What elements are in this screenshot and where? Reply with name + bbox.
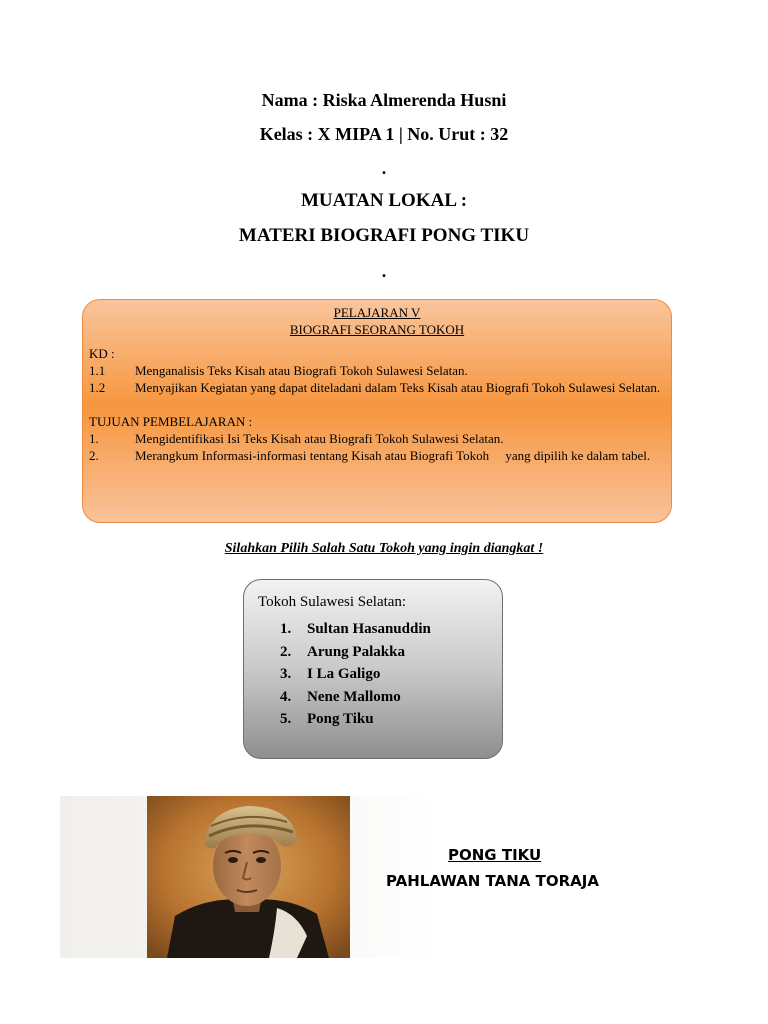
goal-item-number: 1. xyxy=(89,431,99,446)
list-item-number: 5. xyxy=(280,711,292,727)
goal-item xyxy=(89,430,665,447)
kd-item-number: 1.1 xyxy=(89,363,106,378)
kd-item-text: Menyajikan Kegiatan yang dapat diteladani dalam Teks Kisah atau Biografi Tokoh Sulawesi Selatan. xyxy=(135,380,661,395)
goal-item-text: Mengidentifikasi Isi Teks Kisah atau Biografi Tokoh Sulawesi Selatan. xyxy=(135,431,504,446)
figures-list-title: Tokoh Sulawesi Selatan: xyxy=(258,594,407,610)
list-item xyxy=(258,618,488,641)
list-item xyxy=(258,641,488,664)
portrait-image xyxy=(147,796,350,958)
goal-label: TUJUAN PEMBELAJARAN : xyxy=(89,414,253,429)
figures-list-box xyxy=(243,579,503,759)
kd-label: KD : xyxy=(89,346,115,361)
list-item-name: Sultan Hasanuddin xyxy=(307,621,431,637)
kd-item-number: 1.2 xyxy=(89,380,106,395)
list-item-name: Nene Mallomo xyxy=(307,688,401,705)
list-item-number: 4. xyxy=(280,688,292,705)
separator-dot: . xyxy=(381,261,387,281)
material-title: MATERI BIOGRAFI PONG TIKU xyxy=(238,225,530,246)
caption-title: PAHLAWAN TANA TORAJA xyxy=(386,872,599,890)
lesson-subtitle: BIOGRAFI SEORANG TOKOH xyxy=(289,322,465,337)
list-item xyxy=(258,708,488,731)
caption-name: PONG TIKU xyxy=(448,846,542,864)
list-item-name: Arung Palakka xyxy=(307,643,405,660)
separator-dot: . xyxy=(381,158,387,178)
lesson-box xyxy=(82,299,672,523)
instruction-text: Silahkan Pilih Salah Satu Tokoh yang ingin diangkat ! xyxy=(224,541,544,556)
lesson-title: PELAJARAN V xyxy=(333,305,421,320)
kd-item xyxy=(89,379,665,396)
student-class: Kelas : X MIPA 1 | No. Urut : 32 xyxy=(259,124,509,144)
goal-item-text: Merangkum Informasi-informasi tentang Kisah atau Biografi Tokoh yang dipilih ke dalam tabel. xyxy=(135,448,651,463)
list-item-number: 2. xyxy=(280,643,292,660)
list-item-name: Pong Tiku xyxy=(307,711,374,727)
kd-item-text: Menganalisis Teks Kisah atau Biografi Tokoh Sulawesi Selatan. xyxy=(135,363,468,378)
goal-item-number: 2. xyxy=(89,448,99,463)
student-name: Nama : Riska Almerenda Husni xyxy=(261,90,507,110)
list-item xyxy=(258,663,488,686)
kd-item xyxy=(89,362,665,379)
list-item-name: I La Galigo xyxy=(307,666,381,682)
goal-item xyxy=(89,447,665,464)
list-item xyxy=(258,686,488,709)
subject-title: MUATAN LOKAL : xyxy=(300,190,468,211)
list-item-number: 3. xyxy=(280,666,292,682)
list-item-number: 1. xyxy=(280,621,292,637)
